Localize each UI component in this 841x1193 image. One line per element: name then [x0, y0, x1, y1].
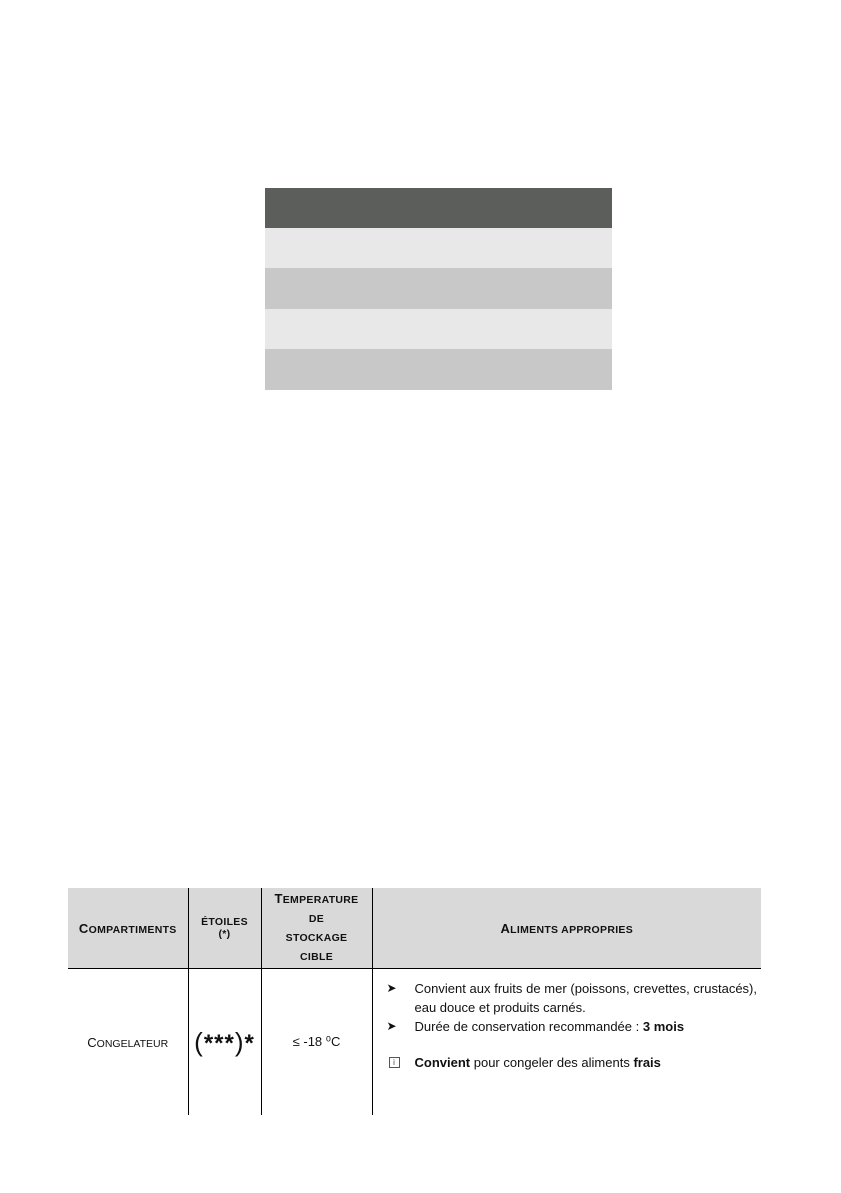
arrow-bullet-icon: ➤ [386, 981, 397, 995]
info-icon: i [389, 1057, 400, 1068]
star-rating: (***)* [188, 969, 261, 1116]
storage-temperature: ≤ -18 ⁰C [261, 969, 372, 1116]
banded-table-row [265, 228, 612, 268]
compartment-name: CONGELATEUR [68, 969, 188, 1116]
info-note: i Convient pour congeler des aliments frais [387, 1053, 758, 1072]
banded-table [265, 188, 612, 390]
list-item: ➤ Convient aux fruits de mer (poissons, crevettes, crustacés), eau douce et produits carnés. [386, 981, 757, 1015]
arrow-bullet-icon: ➤ [386, 1019, 397, 1033]
suitable-foods [372, 969, 761, 1116]
header-compartments: COMPARTIMENTS [68, 888, 188, 969]
banded-table-row [265, 349, 612, 390]
compartments-table [68, 888, 761, 1115]
list-item: ➤ Durée de conservation recommandée : 3 mois [386, 1019, 685, 1034]
banded-table-row [265, 309, 612, 349]
banded-table-header [265, 188, 612, 228]
banded-table-row [265, 268, 612, 309]
header-foods: ALIMENTS APPROPRIES [372, 888, 761, 969]
header-stars: ÉTOILES (*) [188, 888, 261, 969]
header-temperature: TEMPERATURE DE STOCKAGE CIBLE [261, 888, 372, 969]
compartments-table-header-row [68, 888, 761, 969]
table-row [68, 969, 761, 1116]
